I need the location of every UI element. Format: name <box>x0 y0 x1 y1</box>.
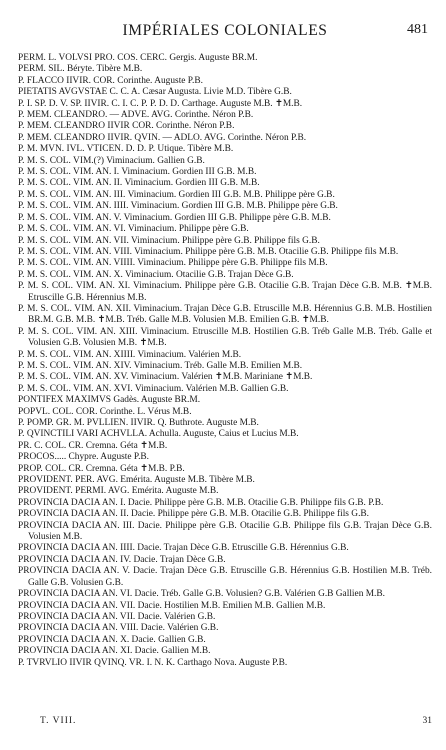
entry-line: P. M. S. COL. VIM. AN. VII. Viminacium. Philippe père G.B. Philippe fils G.B. <box>18 235 320 246</box>
entry-line: P. M. S. COL. VIM. AN. II. Viminacium. Gordien III G.B. M.B. <box>18 178 260 189</box>
entry-line: PROVINCIA DACIA AN. II. Dacie. Philippe père G.B. M.B. Otacilie G.B. Philippe fils G.B. <box>18 509 370 520</box>
page-number: 481 <box>407 22 428 37</box>
entry-line: PONTIFEX MAXIMVS Gadès. Auguste BR.M. <box>18 395 201 406</box>
entry-line: P. QVINCTILI VARI ACHVLLA. Achulla. Auguste, Caius et Lucius M.B. <box>18 429 299 440</box>
entry-line: P. M. S. COL. VIM. AN. XIIII. Viminacium. Valérien M.B. <box>18 349 242 360</box>
entry-line: PIETATIS AVGVSTAE C. C. A. Cæsar Augusta. Livie M.D. Tibère G.B. <box>18 87 292 98</box>
entry-line: P. M. S. COL. VIM. AN. XV. Viminacium. Valérien ✝M.B. Mariniane ✝M.B. <box>18 372 313 383</box>
entry-line: PROVINCIA DACIA AN. IIII. Dacie. Trajan Dèce G.B. Etruscille G.B. Hérennius G.B. <box>18 543 349 554</box>
entry-line: P. MEM. CLEANDRO IIVIR. QVIN. — ADLO. AVG. Corinthe. Néron P.B. <box>18 132 307 143</box>
entry-line: P. FLACCO IIVIR. COR. Corinthe. Auguste P.B. <box>18 75 203 86</box>
entry-line: P. MEM. CLEANDRO. — ADVE. AVG. Corinthe. Néron P.B. <box>18 110 254 121</box>
entry-line: PROVIDENT. PERMI. AVG. Emérita. Auguste M.B. <box>18 486 219 497</box>
entry-line: PROVINCIA DACIA AN. VII. Dacie. Valérien G.B. <box>18 611 216 622</box>
entry-line: P. M. S. COL. VIM. AN. I. Viminacium. Gordien III G.B. M.B. <box>18 167 257 178</box>
folio-number: 31 <box>422 716 432 726</box>
entry-line: P. M. S. COL. VIM.(?) Viminacium. Gallien G.B. <box>18 155 205 166</box>
entry-line: P. MEM. CLEANDRO IIVIR COR. Corinthe. Néron P.B. <box>18 121 235 132</box>
entry-line: P. M. S. COL. VIM. AN. VIII. Viminacium. Philippe père G.B. M.B. Otacilie G.B. Philippe fils M.B. <box>18 246 399 257</box>
page-title: IMPÉRIALES COLONIALES <box>122 22 328 39</box>
entry-line: P. M. S. COL. VIM. AN. XII. Viminacium. Trajan Dèce G.B. Etruscille M.B. Hérennius G.B. M.B. Hostilien BR.M. G.B. M.B. ✝M.B. Tréb. Galle M.B. Volusien M.B. Emilien G.B. ✝M.B. <box>18 303 432 326</box>
entry-line: P. I. SP. D. V. SP. IIVIR. C. I. C. P. P. D. D. Carthage. Auguste M.B. ✝M.B. <box>18 98 303 109</box>
entry-line: PROVINCIA DACIA AN. X. Dacie. Gallien G.B. <box>18 634 206 645</box>
entry-line: PROCOS..... Chypre. Auguste P.B. <box>18 452 150 463</box>
entry-line: PROVINCIA DACIA AN. XI. Dacie. Gallien M.B. <box>18 646 211 657</box>
entry-line: P. M. S. COL. VIM. AN. VI. Viminacium. Philippe père G.B. <box>18 224 249 235</box>
entry-line: P. M. S. COL. VIM. AN. III. Viminacium. Gordien III G.B. M.B. Philippe père G.B. <box>18 189 335 200</box>
entry-line: PROVINCIA DACIA AN. IV. Dacie. Trajan Dèce G.B. <box>18 554 226 565</box>
entry-list <box>18 53 432 669</box>
entry-line: P. POMP. GR. M. PVLLIEN. IIVIR. Q. Buthrote. Auguste M.B. <box>18 418 259 428</box>
entry-line: PR. C. COL. CR. Cremna. Géta ✝M.B. <box>18 440 168 451</box>
entry-line: P. M. S. COL. VIM. AN. XI. Viminacium. Philippe père G.B. Otacilie G.B. Trajan Dèce G.B. M.B. ✝M.B. Etruscille G.B. Hérennius M.B. <box>18 281 432 303</box>
page-footer <box>18 716 432 730</box>
entry-line: PROVIDENT. PER. AVG. Emérita. Auguste M.B. Tibère M.B. <box>18 475 255 486</box>
entry-line: PROVINCIA DACIA AN. VIII. Dacie. Valérien G.B. <box>18 623 219 634</box>
entry-line: P. M. S. COL. VIM. AN. V. Viminacium. Gordien III G.B. Philippe père G.B. M.B. <box>18 212 331 223</box>
entry-line: P. TVRVLIO IIVIR QVINQ. VR. I. N. K. Carthago Nova. Auguste P.B. <box>18 657 288 668</box>
entry-line: PROVINCIA DACIA AN. VI. Dacie. Tréb. Galle G.B. Volusien? G.B. Valérien G.B Gallien M.B. <box>18 589 385 600</box>
entry-line: P. M. S. COL. VIM. AN. IIII. Viminacium. Gordien III G.B. M.B. Philippe père G.B. <box>18 201 338 212</box>
entry-line: P. M. S. COL. VIM. AN. X. Viminacium. Otacilie G.B. Trajan Dèce G.B. <box>18 269 294 280</box>
entry-line: P. M. S. COL. VIM. AN. XVI. Viminacium. Valérien M.B. Gallien G.B. <box>18 383 289 394</box>
signature-mark: T. VIII. <box>40 716 77 726</box>
document-page <box>18 20 432 669</box>
page-header <box>18 20 432 44</box>
entry-line: POPVL. COL. COR. Corinthe. L. Vérus M.B. <box>18 406 192 417</box>
entry-line: P. M. MVN. IVL. VTICEN. D. D. P. Utique. Tibère M.B. <box>18 144 234 155</box>
entry-line: PROVINCIA DACIA AN. VII. Dacie. Hostilien M.B. Emilien M.B. Gallien M.B. <box>18 600 326 611</box>
entry-line: PERM. L. VOLVSI PRO. COS. CERC. Gergis. Auguste BR.M. <box>18 53 258 63</box>
entry-line: P. M. S. COL. VIM. AN. XIII. Viminacium. Etruscille M.B. Hostilien G.B. Tréb Galle M.B. Tréb. Galle et Volusien G.B. Volusien M.B. ✝M.B. <box>18 326 432 349</box>
entry-line: PERM. SIL. Béryte. Tibère M.B. <box>18 64 143 75</box>
entry-line: PROVINCIA DACIA AN. V. Dacie. Trajan Dèce G.B. Etruscille G.B. Hérennius G.B. Hostilien M.B. Tréb. Galle G.B. Volusien G.B. <box>18 566 432 588</box>
entry-line: PROVINCIA DACIA AN. III. Dacie. Philippe père G.B. Otacilie G.B. Philippe fils G.B. Trajan Dèce G.B. Volusien M.B. <box>18 520 432 543</box>
entry-line: PROVINCIA DACIA AN. I. Dacie. Philippe père G.B. M.B. Otacilie G.B. Philippe fils G.B. P.B. <box>18 497 384 508</box>
entry-line: P. M. S. COL. VIM. AN. XIV. Viminacium. Tréb. Galle M.B. Emilien M.B. <box>18 360 303 371</box>
entry-line: P. M. S. COL. VIM. AN. VIIII. Viminacium. Philippe père G.B. Philippe fils M.B. <box>18 258 328 269</box>
entry-line: PROP. COL. CR. Cremna. Géta ✝M.B. P.B. <box>18 463 185 474</box>
